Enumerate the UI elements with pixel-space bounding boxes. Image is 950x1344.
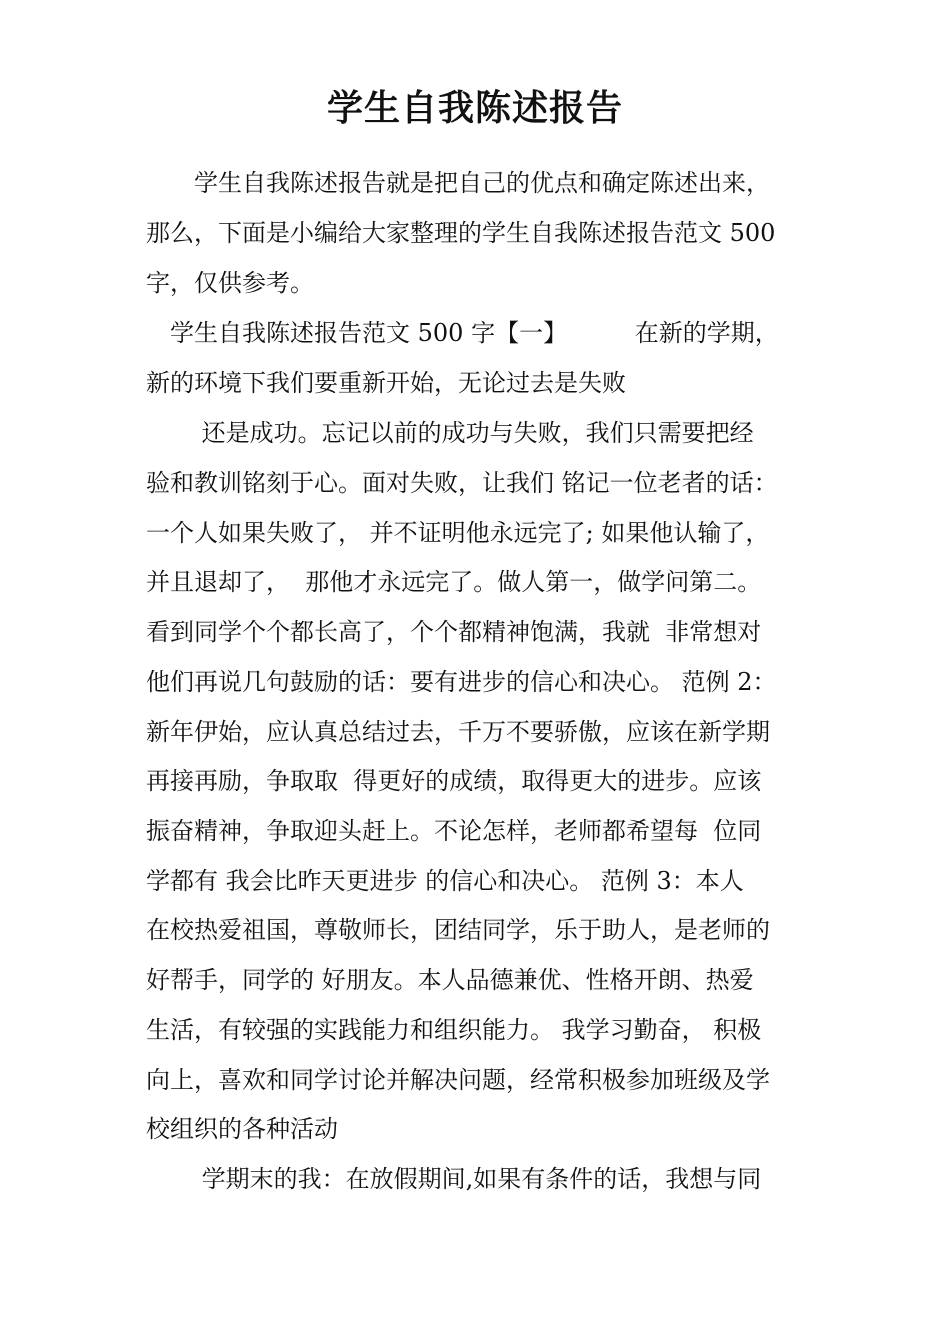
body-line-12: 新年伊始，应认真总结过去，千万不要骄傲，应该在新学期 [146,718,770,746]
body-line-2: 那么，下面是小编给大家整理的学生自我陈述报告范文 500 [146,219,776,247]
body-line-5: 新的环境下我们要重新开始，无论过去是失败 [146,369,626,397]
body-line-21: 学期末的我：在放假期间,如果有条件的话，我想与同 [146,1165,762,1193]
body-line-15: 学都有 我会比昨天更进步 的信心和决心。 范例 3：本人 [146,867,744,895]
body-line-4: 学生自我陈述报告范文 500 字【一】 在新的学期， [146,319,779,347]
body-line-8: 一个人如果失败了， 并不证明他永远完了; 如果他认输了， [146,519,770,547]
body-line-9: 并且退却了， 那他才永远完了。做人第一，做学问第二。 [146,568,762,596]
body-line-6: 还是成功。忘记以前的成功与失败，我们只需要把经 [146,419,754,447]
body-line-3: 字，仅供参考。 [146,269,314,297]
body-line-13: 再接再励，争取取 得更好的成绩，取得更大的进步。应该 [146,767,762,795]
body-line-18: 生活，有较强的实践能力和组织能力。 我学习勤奋， 积极 [146,1016,762,1044]
body-line-17: 好帮手，同学的 好朋友。本人品德兼优、性格开朗、热爱 [146,966,754,994]
body-line-1: 学生自我陈述报告就是把自己的优点和确定陈述出来， [146,169,770,197]
body-line-16: 在校热爱祖国，尊敬师长，团结同学，乐于助人，是老师的 [146,916,770,944]
body-line-20: 校组织的各种活动 [146,1115,338,1143]
body-line-11: 他们再说几句鼓励的话：要有进步的信心和决心。 范例 2： [146,668,777,696]
body-line-19: 向上，喜欢和同学讨论并解决问题，经常积极参加班级及学 [146,1066,770,1094]
body-line-7: 验和教训铭刻于心。面对失败，让我们 铭记一位老者的话： [146,469,778,497]
body-line-14: 振奋精神，争取迎头赶上。不论怎样，老师都希望每 位同 [146,817,762,845]
body-line-10: 看到同学个个都长高了，个个都精神饱满，我就 非常想对 [146,618,762,646]
document-title: 学生自我陈述报告 [326,87,623,129]
